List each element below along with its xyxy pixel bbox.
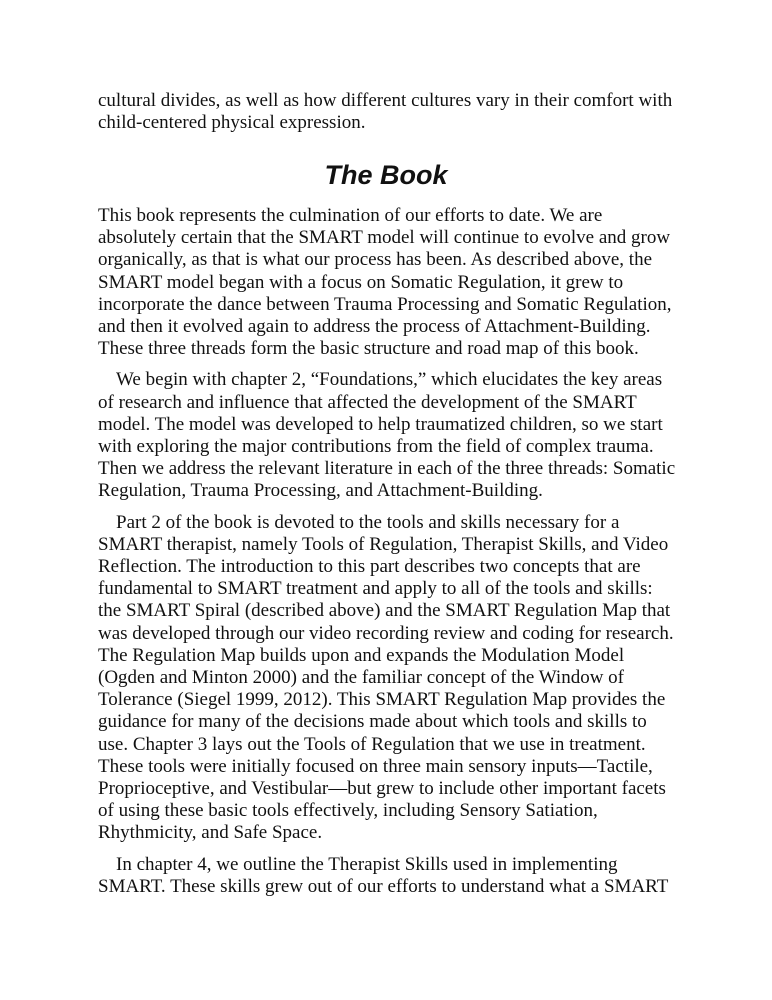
body-paragraph-4: In chapter 4, we outline the Therapist Skills used in implementing SMART. These skills grew out of our efforts to understand what a SMART xyxy=(98,853,669,897)
body-paragraph-3: Part 2 of the book is devoted to the tools and skills necessary for a SMART therapist, namely Tools of Regulation, Therapist Skills, and Video Reflection. The introduction to this part describes two concepts that are fundamental to SMART treatment and apply to all of the tools and skills: the SMART Spiral (described above) and the SMART Regulation Map that was developed through our video recording review and coding for research. The Regulation Map builds upon and expands the Modulation Model (Ogden and Minton 2000) and the familiar concept of the Window of Tolerance (Siegel 1999, 2012). This SMART Regulation Map provides the guidance for many of the decisions made about which tools and skills to use. Chapter 3 lays out the Tools of Regulation that we use in treatment. These tools were initially focused on three main sensory inputs—Tactile, Proprioceptive, and Vestibular—but grew to include other important facets of using these basic tools effectively, including Sensory Satiation, Rhythmicity, and Safe Space. xyxy=(98,511,674,844)
intro-paragraph: cultural divides, as well as how different cultures vary in their comfort with child-centered physical expression. xyxy=(98,90,673,134)
intro-paragraph-block xyxy=(98,90,678,134)
body-paragraph-1: This book represents the culmination of our efforts to date. We are absolutely certain that the SMART model will continue to evolve and grow organically, as that is what our process has been. As described above, the SMART model began with a focus on Somatic Regulation, it grew to incorporate the dance between Trauma Processing and Somatic Regulation, and then it evolved again to address the process of Attachment-Building. These three threads form the basic structure and road map of this book. xyxy=(98,205,672,360)
section-body xyxy=(98,205,678,907)
body-paragraph-2: We begin with chapter 2, “Foundations,” which elucidates the key areas of research and influence that affected the development of the SMART model. The model was developed to help traumatized children, so we start with exploring the major contributions from the field of complex trauma. Then we address the relevant literature in each of the three threads: Somatic Regulation, Trauma Processing, and Attachment-Building. xyxy=(98,369,676,502)
section-heading: The Book xyxy=(324,160,448,190)
